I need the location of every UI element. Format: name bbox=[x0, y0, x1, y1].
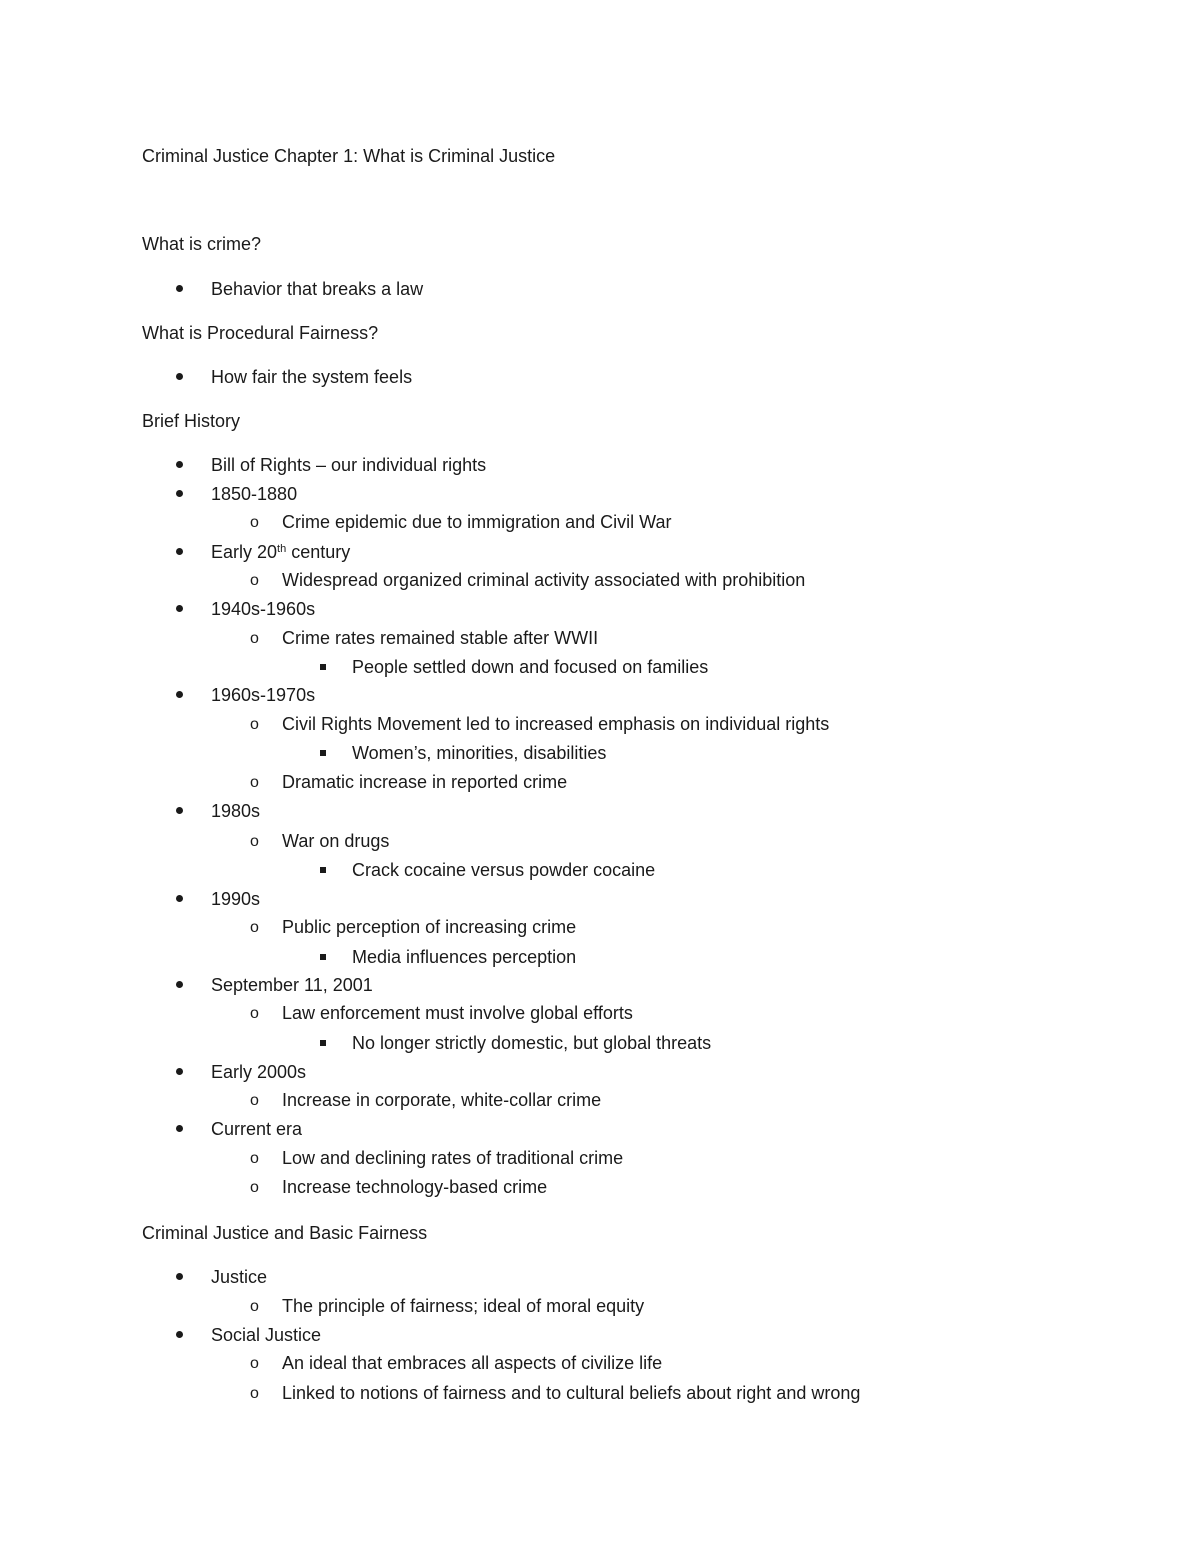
sub-list-item: Low and declining rates of traditional crime bbox=[282, 1148, 624, 1168]
bullet-marker bbox=[176, 605, 183, 612]
sub-bullet-marker: o bbox=[250, 1385, 259, 1402]
sub-sub-bullet-marker bbox=[320, 750, 326, 756]
section-heading-procedural: What is Procedural Fairness? bbox=[142, 323, 379, 343]
sub-list-item: Linked to notions of fairness and to cultural beliefs about right and wrong bbox=[282, 1383, 861, 1403]
sub-list-item: Crime epidemic due to immigration and Civil War bbox=[282, 512, 672, 532]
sub-bullet-marker: o bbox=[250, 1092, 259, 1109]
list-item: Social Justice bbox=[211, 1325, 322, 1345]
bullet-marker bbox=[176, 1273, 183, 1280]
sub-bullet-marker: o bbox=[250, 1150, 259, 1167]
bullet-marker bbox=[176, 285, 183, 292]
list-item: Behavior that breaks a law bbox=[211, 279, 424, 299]
sub-list-item: The principle of fairness; ideal of moral equity bbox=[282, 1296, 645, 1316]
bullet-marker bbox=[176, 1125, 183, 1132]
sub-list-item: Widespread organized criminal activity associated with prohibition bbox=[282, 570, 806, 590]
list-item: Current era bbox=[211, 1119, 303, 1139]
section-heading-history: Brief History bbox=[142, 411, 241, 431]
sub-sub-list-item: No longer strictly domestic, but global threats bbox=[352, 1033, 712, 1053]
sub-sub-bullet-marker bbox=[320, 664, 326, 670]
sub-bullet-marker: o bbox=[250, 833, 259, 850]
sub-list-item: Civil Rights Movement led to increased emphasis on individual rights bbox=[282, 714, 830, 734]
sub-sub-bullet-marker bbox=[320, 954, 326, 960]
sub-bullet-marker: o bbox=[250, 514, 259, 531]
sub-sub-list-item: Crack cocaine versus powder cocaine bbox=[352, 860, 656, 880]
bullet-marker bbox=[176, 895, 183, 902]
sub-bullet-marker: o bbox=[250, 1355, 259, 1372]
bullet-marker bbox=[176, 807, 183, 814]
list-item: Justice bbox=[211, 1267, 268, 1287]
list-item: 1940s-1960s bbox=[211, 599, 316, 619]
list-item: 1990s bbox=[211, 889, 261, 909]
section-heading-crime: What is crime? bbox=[142, 234, 262, 254]
list-item: 1960s-1970s bbox=[211, 685, 316, 705]
sub-list-item: War on drugs bbox=[282, 831, 390, 851]
sub-sub-list-item: People settled down and focused on families bbox=[352, 657, 709, 677]
bullet-marker bbox=[176, 548, 183, 555]
sub-list-item: Increase in corporate, white-collar crime bbox=[282, 1090, 602, 1110]
list-item: 1980s bbox=[211, 801, 261, 821]
sub-list-item: Public perception of increasing crime bbox=[282, 917, 577, 937]
bullet-marker bbox=[176, 1331, 183, 1338]
sub-bullet-marker: o bbox=[250, 1005, 259, 1022]
list-item: September 11, 2001 bbox=[211, 975, 373, 995]
list-item: Early 20th century bbox=[211, 542, 351, 562]
sub-sub-list-item: Women’s, minorities, disabilities bbox=[352, 743, 607, 763]
sub-sub-list-item: Media influences perception bbox=[352, 947, 577, 967]
sub-bullet-marker: o bbox=[250, 919, 259, 936]
section-heading-fairness: Criminal Justice and Basic Fairness bbox=[142, 1223, 428, 1243]
bullet-marker bbox=[176, 490, 183, 497]
document-title: Criminal Justice Chapter 1: What is Criminal Justice bbox=[142, 146, 556, 166]
sub-bullet-marker: o bbox=[250, 774, 259, 791]
sub-bullet-marker: o bbox=[250, 716, 259, 733]
list-item: Early 2000s bbox=[211, 1062, 307, 1082]
bullet-marker bbox=[176, 373, 183, 380]
bullet-marker bbox=[176, 461, 183, 468]
sub-list-item: Dramatic increase in reported crime bbox=[282, 772, 568, 792]
sub-sub-bullet-marker bbox=[320, 867, 326, 873]
sub-sub-bullet-marker bbox=[320, 1040, 326, 1046]
list-item: How fair the system feels bbox=[211, 367, 413, 387]
list-item: Bill of Rights – our individual rights bbox=[211, 455, 487, 475]
bullet-marker bbox=[176, 981, 183, 988]
sub-bullet-marker: o bbox=[250, 572, 259, 589]
sub-bullet-marker: o bbox=[250, 630, 259, 647]
list-item: 1850-1880 bbox=[211, 484, 298, 504]
bullet-marker bbox=[176, 691, 183, 698]
sub-list-item: Law enforcement must involve global efforts bbox=[282, 1003, 633, 1023]
sub-bullet-marker: o bbox=[250, 1179, 259, 1196]
sub-list-item: Increase technology-based crime bbox=[282, 1177, 548, 1197]
bullet-marker bbox=[176, 1068, 183, 1075]
sub-list-item: Crime rates remained stable after WWII bbox=[282, 628, 599, 648]
sub-bullet-marker: o bbox=[250, 1298, 259, 1315]
sub-list-item: An ideal that embraces all aspects of civilize life bbox=[282, 1353, 663, 1373]
